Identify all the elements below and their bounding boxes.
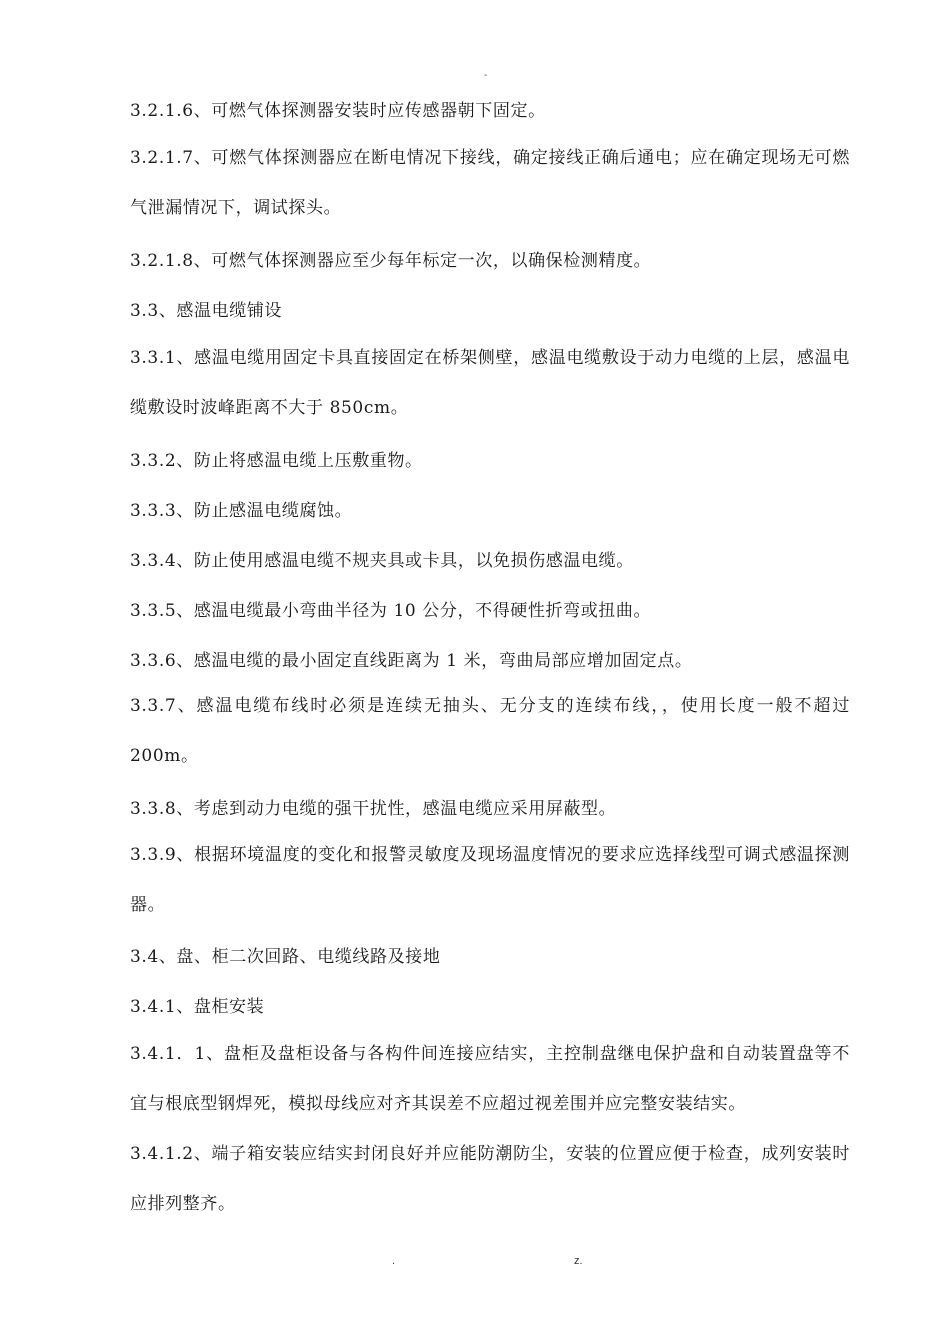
paragraph-3-4-1-2: 3.4.1.2、端子箱安装应结实封闭良好并应能防潮防尘，安装的位置应便于检查，成列安装时应排列整齐。	[130, 1144, 850, 1214]
paragraph-3-3-7: 3.3.7、感温电缆布线时必须是连续无抽头、无分支的连续布线，，使用长度一般不超过200m。	[130, 696, 850, 766]
paragraph-3-4-1-1: 3.4.1．1、盘柜及盘柜设备与各构件间连接应结实，主控制盘继电保护盘和自动装置盘等不宜与根底型钢焊死，模拟母线应对齐其误差不应超过视差围并应完整安装结实。	[130, 1044, 850, 1114]
subsection-heading-3-4-1: 3.4.1、盘柜安装	[130, 997, 265, 1017]
paragraph-3-3-4: 3.3.4、防止使用感温电缆不规夹具或卡具，以免损伤感温电缆。	[130, 551, 634, 571]
paragraph-3-2-1-7: 3.2.1.7、可燃气体探测器应在断电情况下接线，确定接线正确后通电；应在确定现场无可燃气泄漏情况下，调试探头。	[130, 148, 850, 218]
paragraph-3-3-6: 3.3.6、感温电缆的最小固定直线距离为 1 米，弯曲局部应增加固定点。	[130, 651, 693, 671]
paragraph-3-3-2: 3.3.2、防止将感温电缆上压敷重物。	[130, 451, 423, 471]
footer-left-mark: .	[392, 1255, 396, 1267]
paragraph-3-3-8: 3.3.8、考虑到动力电缆的强干扰性，感温电缆应采用屏蔽型。	[130, 799, 617, 819]
section-heading-3-3: 3.3、感温电缆铺设	[130, 301, 283, 321]
paragraph-3-3-3: 3.3.3、防止感温电缆腐蚀。	[130, 501, 353, 521]
paragraph-3-2-1-6: 3.2.1.6、可燃气体探测器安装时应传感器朝下固定。	[130, 101, 546, 121]
footer-right-mark: z.	[574, 1255, 583, 1267]
paragraph-3-3-1: 3.3.1、感温电缆用固定卡具直接固定在桥架侧壁，感温电缆敷设于动力电缆的上层，感温电缆敷设时波峰距离不大于 850cm。	[130, 348, 850, 418]
paragraph-3-3-9: 3.3.9、根据环境温度的变化和报警灵敏度及现场温度情况的要求应选择线型可调式感温探测器。	[130, 845, 850, 915]
header-mark: -	[484, 70, 488, 81]
paragraph-3-3-5: 3.3.5、感温电缆最小弯曲半径为 10 公分，不得硬性折弯或扭曲。	[130, 601, 652, 621]
paragraph-3-2-1-8: 3.2.1.8、可燃气体探测器应至少每年标定一次，以确保检测精度。	[130, 251, 652, 271]
section-heading-3-4: 3.4、盘、柜二次回路、电缆线路及接地	[130, 947, 441, 967]
